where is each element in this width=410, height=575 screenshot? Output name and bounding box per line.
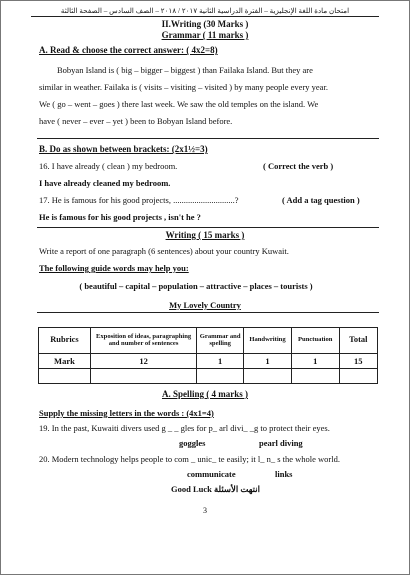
report-divider bbox=[37, 312, 379, 313]
question-16-answer: I have already cleaned my bedroom. bbox=[39, 178, 171, 188]
spelling-instruction: Supply the missing letters in the words : (4x1=4) bbox=[39, 408, 214, 418]
writing-prompt: Write a report of one paragraph (6 sentences) about your country Kuwait. bbox=[39, 246, 289, 256]
guide-words-title: The following guide words may help you: bbox=[39, 263, 189, 273]
question-19-answer-2: pearl diving bbox=[259, 438, 303, 448]
rubric-empty-row bbox=[39, 369, 378, 384]
question-19: 19. In the past, Kuwaiti divers used g _ _ gles for p_ arl divi_ _g to protect their eyes. bbox=[39, 423, 330, 433]
question-20-answer-1: communicate bbox=[187, 469, 236, 479]
header-divider bbox=[31, 16, 379, 17]
section-b-title: B. Do as shown between brackets: (2x1½=3) bbox=[39, 144, 208, 154]
spelling-title: A. Spelling ( 4 marks ) bbox=[161, 389, 248, 399]
report-title: My Lovely Country bbox=[169, 300, 241, 310]
rubric-mark-label: Mark bbox=[39, 354, 91, 369]
question-17-answer: He is famous for his good projects , isn't he ? bbox=[39, 212, 201, 222]
question-20: 20. Modern technology helps people to com _ unic_ te easily; it l_ n_ s the whole world. bbox=[39, 454, 340, 464]
section-divider-1 bbox=[37, 138, 379, 139]
writing-title: II.Writing (30 Marks ) bbox=[161, 19, 249, 29]
exam-header: امتحان مادة اللغة الإنجليزية – الفترة الدراسية الثانية ٢٠١٧ / ٢٠١٨ – الصف السادس – الصفحة الثالثة bbox=[60, 7, 350, 15]
section-divider-2 bbox=[37, 227, 379, 228]
question-17-instruction: ( Add a tag question ) bbox=[282, 195, 360, 205]
rubric-header-rubrics: Rubrics bbox=[39, 328, 91, 354]
rubric-table bbox=[38, 327, 378, 384]
rubric-mark-exposition: 12 bbox=[90, 354, 196, 369]
rubric-mark-punctuation: 1 bbox=[291, 354, 339, 369]
question-17: 17. He is famous for his good projects, .............................? bbox=[39, 195, 239, 205]
question-16-instruction: ( Correct the verb ) bbox=[263, 161, 334, 171]
grammar-title: Grammar ( 11 marks ) bbox=[161, 30, 249, 40]
rubric-header-row bbox=[39, 328, 378, 354]
section-a-line-2: similar in weather. Failaka is ( visits – visiting – visited ) by many people every year. bbox=[39, 82, 328, 92]
section-a-line-1: Bobyan Island is ( big – bigger – biggest ) than Failaka Island. But they are bbox=[57, 65, 313, 75]
question-20-answer-2: links bbox=[275, 469, 293, 479]
rubric-mark-handwriting: 1 bbox=[244, 354, 292, 369]
page-number: 3 bbox=[203, 506, 207, 515]
rubric-header-handwriting: Handwriting bbox=[244, 328, 292, 354]
rubric-mark-row bbox=[39, 354, 378, 369]
rubric-mark-total: 15 bbox=[339, 354, 377, 369]
section-a-title: A. Read & choose the correct answer: ( 4x2=8) bbox=[39, 45, 218, 55]
guide-words: ( beautiful – capital – population – attractive – places – tourists ) bbox=[79, 281, 313, 291]
section-a-line-3: We ( go – went – goes ) there last week. We saw the old temples on the island. We bbox=[39, 99, 319, 109]
question-16: 16. I have already ( clean ) my bedroom. bbox=[39, 161, 178, 171]
rubric-header-exposition: Exposition of ideas, paragraphing and number of sentences bbox=[90, 328, 196, 354]
section-a-line-4: have ( never – ever – yet ) been to Bobyan Island before. bbox=[39, 116, 233, 126]
rubric-header-punctuation: Punctuation bbox=[291, 328, 339, 354]
question-19-answer-1: goggles bbox=[179, 438, 206, 448]
closing-good-luck: Good Luck انتهت الأسئلة bbox=[171, 484, 260, 494]
rubric-header-total: Total bbox=[339, 328, 377, 354]
writing-15-title: Writing ( 15 marks ) bbox=[165, 230, 245, 240]
rubric-mark-grammar: 1 bbox=[197, 354, 244, 369]
rubric-header-grammar: Grammar and spelling bbox=[197, 328, 244, 354]
